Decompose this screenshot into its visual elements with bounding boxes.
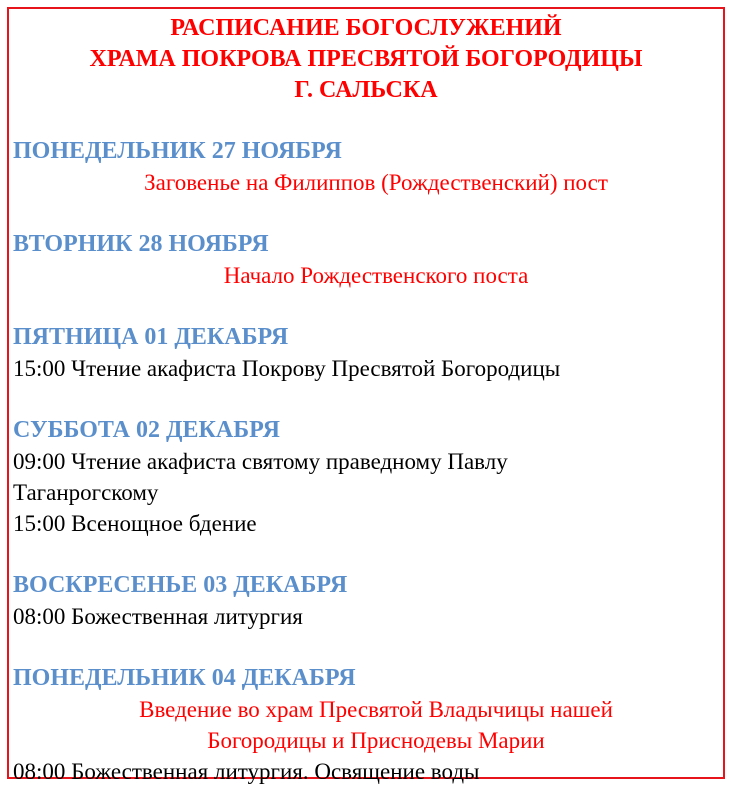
service-entry: 08:00 Божественная литургия. Освящение воды — [13, 759, 480, 784]
title-line-2: ХРАМА ПОКРОВА ПРЕСВЯТОЙ БОГОРОДИЦЫ — [89, 46, 643, 72]
service-entry-continuation: Таганрогскому — [13, 480, 159, 505]
feast-note: Начало Рождественского поста — [223, 263, 529, 288]
service-entry: 08:00 Божественная литургия — [13, 604, 303, 629]
day-heading: ПОНЕДЕЛЬНИК 27 НОЯБРЯ — [13, 138, 342, 164]
day-section — [9, 136, 723, 198]
day-section — [9, 322, 723, 384]
day-heading: ВОСКРЕСЕНЬЕ 03 ДЕКАБРЯ — [13, 572, 348, 598]
schedule-days — [9, 136, 723, 787]
service-entry: 09:00 Чтение акафиста святому праведному Павлу — [13, 449, 508, 474]
day-heading: ПОНЕДЕЛЬНИК 04 ДЕКАБРЯ — [13, 665, 356, 691]
feast-note: Заговенье на Филиппов (Рождественский) пост — [144, 170, 608, 195]
day-heading: ПЯТНИЦА 01 ДЕКАБРЯ — [13, 324, 289, 350]
schedule-frame — [7, 7, 725, 784]
day-section — [9, 663, 723, 787]
day-section — [9, 229, 723, 291]
service-entry: 15:00 Чтение акафиста Покрову Пресвятой Богородицы — [13, 356, 561, 381]
day-section — [9, 415, 723, 539]
service-entry: 15:00 Всенощное бдение — [13, 511, 257, 536]
day-heading: ВТОРНИК 28 НОЯБРЯ — [13, 231, 269, 257]
feast-note-continuation: Богородицы и Приснодевы Марии — [207, 728, 545, 753]
title-line-3: Г. САЛЬСКА — [294, 77, 438, 103]
schedule-title — [9, 13, 723, 106]
day-heading: СУББОТА 02 ДЕКАБРЯ — [13, 417, 280, 443]
day-section — [9, 570, 723, 632]
title-line-1: РАСПИСАНИЕ БОГОСЛУЖЕНИЙ — [170, 15, 562, 41]
feast-note: Введение во храм Пресвятой Владычицы нашей — [139, 697, 613, 722]
